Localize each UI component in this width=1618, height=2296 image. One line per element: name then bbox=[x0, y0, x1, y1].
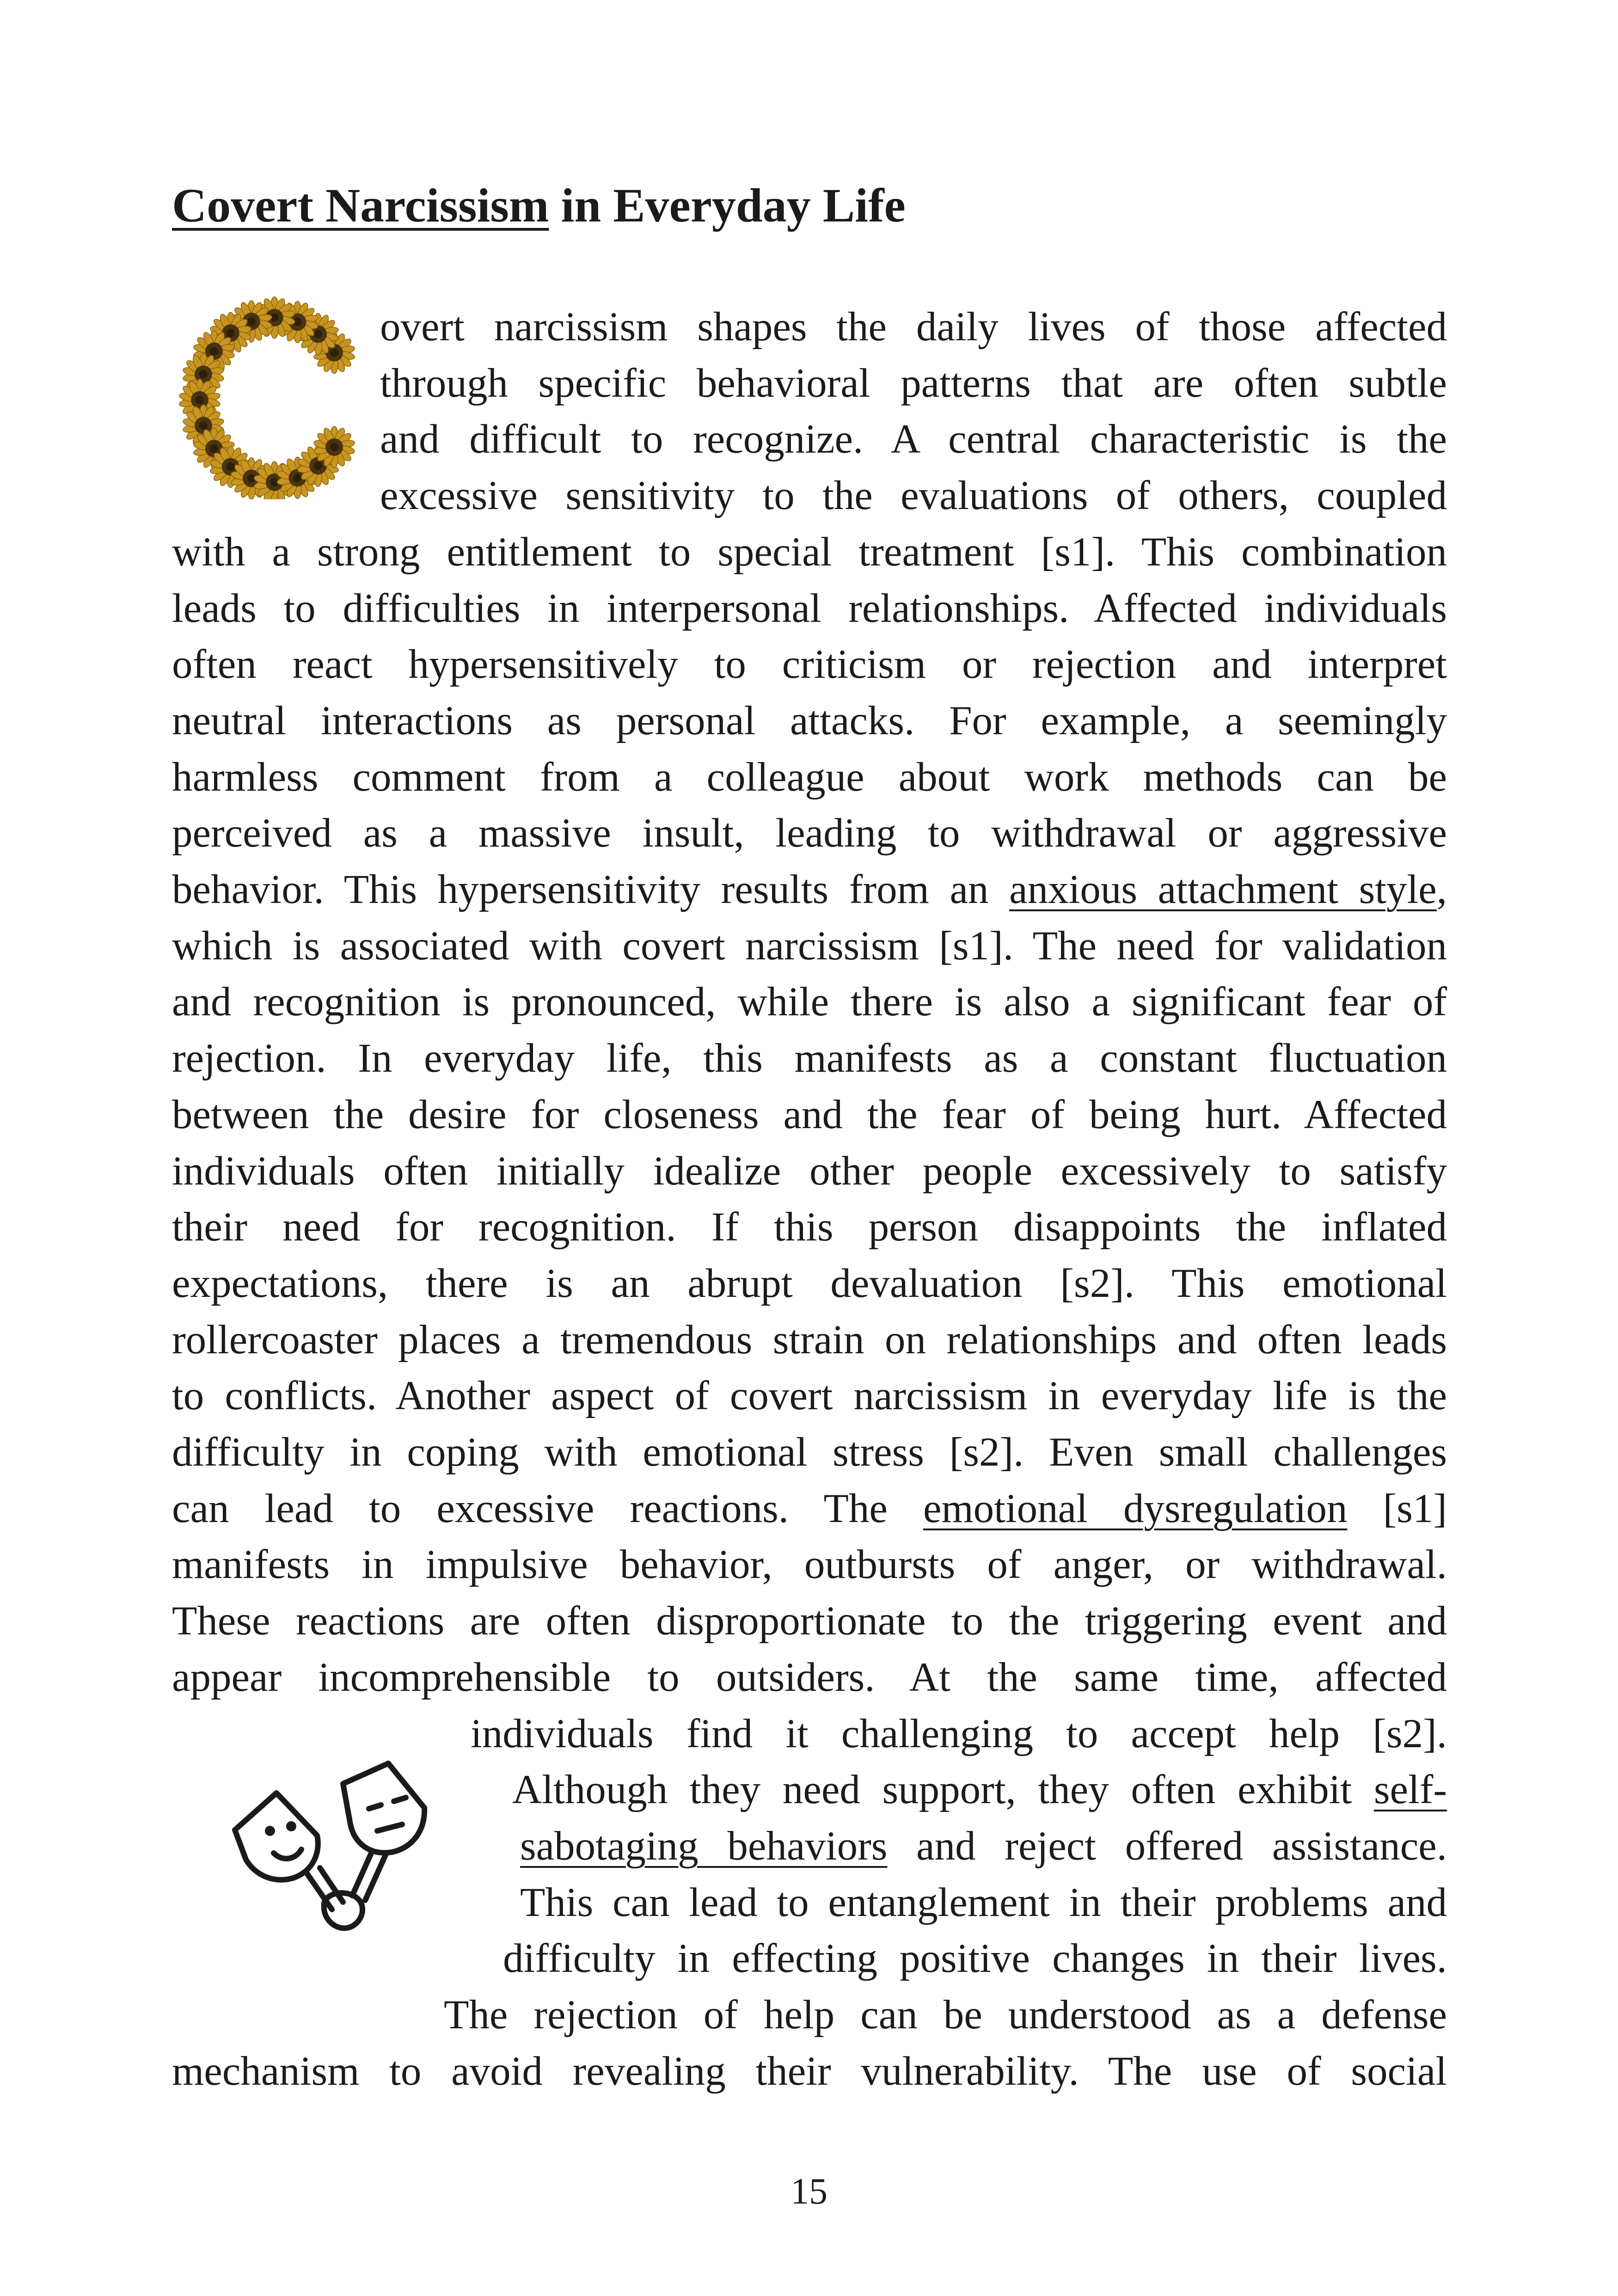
text-run: expectations, there is an abrupt devaluation [s2]. This emotional bbox=[172, 1261, 1447, 1306]
text-line bbox=[172, 1598, 1447, 1644]
text-line bbox=[172, 1317, 1447, 1363]
text-line bbox=[172, 754, 1447, 800]
text-line bbox=[172, 1035, 1447, 1081]
text-run: , bbox=[1436, 867, 1447, 912]
text-line bbox=[380, 360, 1447, 406]
text-run: behavior. This hypersensitivity results from an bbox=[172, 867, 1010, 912]
text-line bbox=[172, 1260, 1447, 1307]
section-heading bbox=[172, 176, 906, 236]
text-run: leads to difficulties in interpersonal relationships. Affected individuals bbox=[172, 586, 1447, 631]
text-line bbox=[172, 1541, 1447, 1588]
text-line bbox=[380, 416, 1447, 462]
text-run: between the desire for closeness and the fear of being hurt. Affected bbox=[172, 1092, 1447, 1137]
text-run: neutral interactions as personal attacks. For example, a seemingly bbox=[172, 698, 1447, 743]
text-run: perceived as a massive insult, leading to withdrawal or aggressive bbox=[172, 810, 1447, 856]
text-run: [s1] bbox=[1347, 1486, 1447, 1531]
text-run: Although they need support, they often exhibit bbox=[512, 1767, 1374, 1812]
text-line bbox=[380, 304, 1447, 350]
text-run: and recognition is pronounced, while there is also a significant fear of bbox=[172, 979, 1447, 1025]
text-run: through specific behavioral patterns that are often subtle bbox=[380, 361, 1447, 406]
text-run: overt narcissism shapes the daily lives of those affected bbox=[380, 304, 1447, 350]
text-line bbox=[471, 1711, 1447, 1757]
text-run: appear incomprehensible to outsiders. At the same time, affected bbox=[172, 1655, 1447, 1700]
text-run: with a strong entitlement to special treatment [s1]. This combination bbox=[172, 529, 1447, 575]
text-line bbox=[172, 641, 1447, 688]
text-line bbox=[172, 866, 1447, 913]
text-run: can lead to excessive reactions. The bbox=[172, 1486, 923, 1531]
text-run: manifests in impulsive behavior, outbursts of anger, or withdrawal. bbox=[172, 1542, 1447, 1587]
text-run: individuals often initially idealize other people excessively to satisfy bbox=[172, 1148, 1447, 1194]
underlined-term: emotional dysregulation bbox=[923, 1486, 1348, 1531]
text-line bbox=[380, 473, 1447, 519]
text-line bbox=[520, 1879, 1447, 1926]
text-line bbox=[172, 2048, 1447, 2094]
text-run: The rejection of help can be understood as a defense bbox=[444, 1992, 1447, 2038]
text-run: mechanism to avoid revealing their vulnerability. The use of social bbox=[172, 2049, 1447, 2094]
text-line bbox=[520, 1823, 1447, 1869]
underlined-term: self- bbox=[1373, 1767, 1447, 1812]
text-run: difficulty in coping with emotional stress [s2]. Even small challenges bbox=[172, 1430, 1447, 1475]
text-run: and reject offered assistance. bbox=[887, 1823, 1447, 1869]
heading-rest: in Everyday Life bbox=[549, 179, 906, 232]
text-line bbox=[172, 979, 1447, 1025]
text-run: which is associated with covert narcissism [s1]. The need for validation bbox=[172, 923, 1447, 969]
text-run: This can lead to entanglement in their problems and bbox=[520, 1880, 1447, 1925]
page-number: 15 bbox=[791, 2171, 827, 2212]
text-line bbox=[172, 923, 1447, 969]
underlined-term: sabotaging behaviors bbox=[520, 1823, 888, 1869]
text-run: These reactions are often disproportionate to the triggering event and bbox=[172, 1598, 1447, 1644]
text-line bbox=[172, 1148, 1447, 1194]
text-line bbox=[172, 585, 1447, 632]
text-run: their need for recognition. If this person disappoints the inflated bbox=[172, 1204, 1447, 1250]
text-run: individuals find it challenging to accept help [s2]. bbox=[471, 1711, 1447, 1756]
text-run: and difficult to recognize. A central characteristic is the bbox=[380, 417, 1447, 462]
text-run: rejection. In everyday life, this manifests as a constant fluctuation bbox=[172, 1036, 1447, 1081]
text-line bbox=[172, 529, 1447, 575]
text-run: harmless comment from a colleague about work methods can be bbox=[172, 755, 1447, 800]
text-line bbox=[512, 1767, 1447, 1813]
text-line bbox=[172, 1373, 1447, 1419]
text-run: rollercoaster places a tremendous strain on relationships and often leads bbox=[172, 1317, 1447, 1363]
text-line bbox=[172, 1204, 1447, 1250]
text-line bbox=[172, 1429, 1447, 1475]
text-run: to conflicts. Another aspect of covert narcissism in everyday life is the bbox=[172, 1373, 1447, 1418]
underlined-term: anxious attachment style bbox=[1009, 867, 1437, 912]
text-line bbox=[172, 1092, 1447, 1138]
text-run: excessive sensitivity to the evaluations of others, coupled bbox=[380, 473, 1447, 518]
text-line bbox=[172, 698, 1447, 744]
text-line bbox=[172, 1654, 1447, 1701]
heading-underlined-term: Covert Narcissism bbox=[172, 179, 549, 232]
comedy-tragedy-masks-icon bbox=[222, 1757, 444, 1942]
text-line bbox=[444, 1992, 1447, 2038]
text-run: often react hypersensitively to criticism or rejection and interpret bbox=[172, 642, 1447, 687]
text-line bbox=[503, 1935, 1447, 1982]
sunflower-drop-cap-c bbox=[167, 296, 357, 499]
text-run: difficulty in effecting positive changes in their lives. bbox=[503, 1936, 1447, 1981]
text-line bbox=[172, 810, 1447, 856]
text-line bbox=[172, 1486, 1447, 1532]
